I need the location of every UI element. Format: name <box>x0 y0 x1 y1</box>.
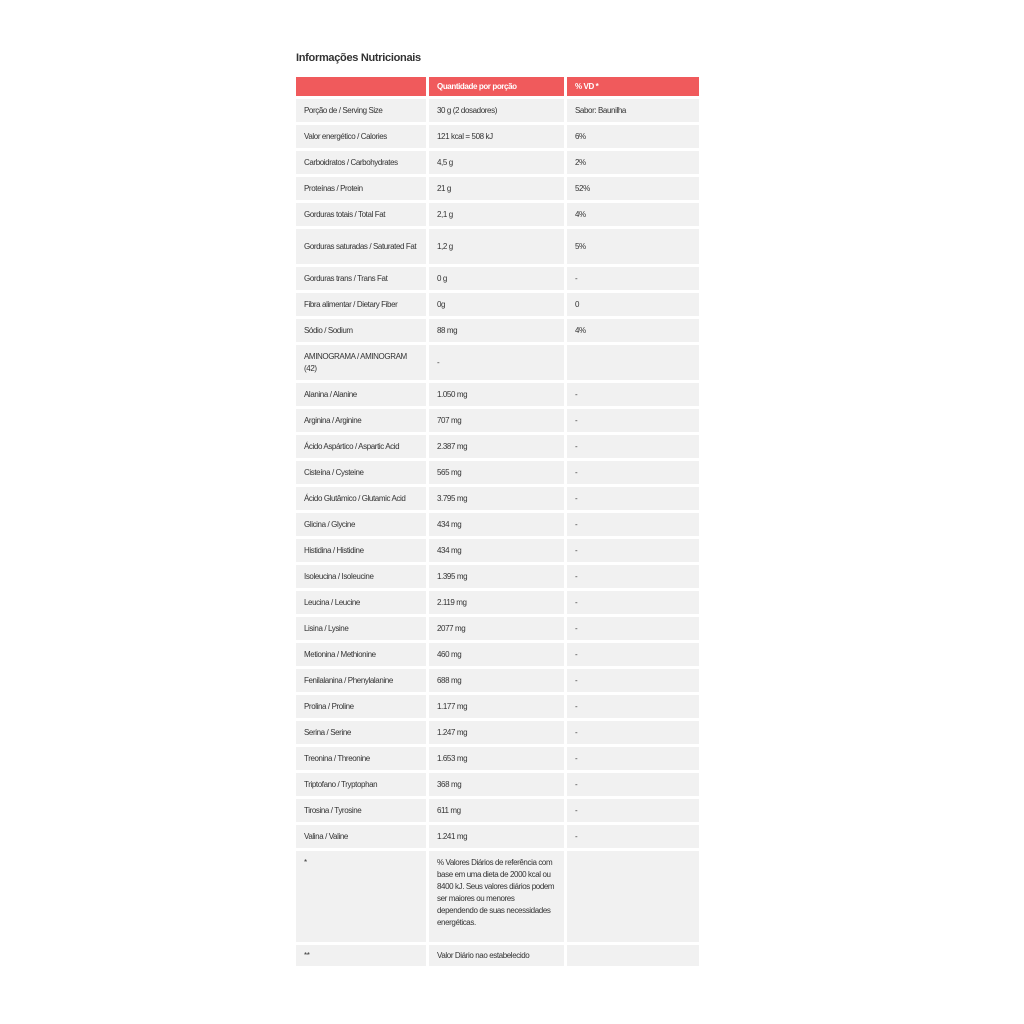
row-daily-value: - <box>567 591 699 614</box>
row-name: Glicina / Glycine <box>296 513 426 536</box>
row-amount: 1,2 g <box>429 229 564 264</box>
row-amount: 1.241 mg <box>429 825 564 848</box>
row-daily-value: - <box>567 383 699 406</box>
header-col-3: % VD * <box>567 77 699 96</box>
row-daily-value: Sabor: Baunilha <box>567 99 699 122</box>
row-name: Cisteína / Cysteine <box>296 461 426 484</box>
row-name: Metionina / Methionine <box>296 643 426 666</box>
row-amount: 368 mg <box>429 773 564 796</box>
row-name: Leucina / Leucine <box>296 591 426 614</box>
row-daily-value: - <box>567 565 699 588</box>
row-daily-value: 4% <box>567 203 699 226</box>
row-amount: 21 g <box>429 177 564 200</box>
row-daily-value: - <box>567 617 699 640</box>
row-name: Treonina / Threonine <box>296 747 426 770</box>
row-daily-value <box>567 345 699 380</box>
row-daily-value: - <box>567 267 699 290</box>
row-amount: 688 mg <box>429 669 564 692</box>
header-col-1 <box>296 77 426 96</box>
row-name: Porção de / Serving Size <box>296 99 426 122</box>
row-amount: Valor Diário nao estabelecido <box>429 945 564 966</box>
row-daily-value: 0 <box>567 293 699 316</box>
row-daily-value: - <box>567 513 699 536</box>
row-amount: 121 kcal = 508 kJ <box>429 125 564 148</box>
row-daily-value: - <box>567 409 699 432</box>
row-amount: 2.119 mg <box>429 591 564 614</box>
row-name: Valina / Valine <box>296 825 426 848</box>
row-daily-value: - <box>567 721 699 744</box>
row-daily-value: - <box>567 643 699 666</box>
row-amount: 434 mg <box>429 513 564 536</box>
row-amount: 2.387 mg <box>429 435 564 458</box>
row-name: Arginina / Arginine <box>296 409 426 432</box>
row-name: Triptofano / Tryptophan <box>296 773 426 796</box>
row-amount: 3.795 mg <box>429 487 564 510</box>
row-amount: 434 mg <box>429 539 564 562</box>
row-amount: 2,1 g <box>429 203 564 226</box>
row-daily-value: - <box>567 695 699 718</box>
row-name: Gorduras totais / Total Fat <box>296 203 426 226</box>
row-amount: 460 mg <box>429 643 564 666</box>
row-amount: 88 mg <box>429 319 564 342</box>
row-amount: 0g <box>429 293 564 316</box>
row-daily-value: - <box>567 825 699 848</box>
row-name: Carboidratos / Carbohydrates <box>296 151 426 174</box>
header-col-2: Quantidade por porção <box>429 77 564 96</box>
row-amount: 611 mg <box>429 799 564 822</box>
row-name: Fenilalanina / Phenylalanine <box>296 669 426 692</box>
row-daily-value: 4% <box>567 319 699 342</box>
row-amount: % Valores Diários de referência com base em uma dieta de 2000 kcal ou 8400 kJ. Seus valores diários podem ser maiores ou menores dependendo de suas necessidades energéticas. <box>429 851 564 942</box>
row-name: Ácido Glutâmico / Glutamic Acid <box>296 487 426 510</box>
row-name: Alanina / Alanine <box>296 383 426 406</box>
row-name: Sódio / Sodium <box>296 319 426 342</box>
row-name: Gorduras trans / Trans Fat <box>296 267 426 290</box>
row-name: * <box>296 851 426 942</box>
row-name: Serina / Serine <box>296 721 426 744</box>
row-amount: - <box>429 345 564 380</box>
row-daily-value: - <box>567 435 699 458</box>
row-daily-value: 6% <box>567 125 699 148</box>
row-daily-value: - <box>567 461 699 484</box>
row-amount: 1.653 mg <box>429 747 564 770</box>
row-amount: 1.247 mg <box>429 721 564 744</box>
row-amount: 565 mg <box>429 461 564 484</box>
row-daily-value: 52% <box>567 177 699 200</box>
row-amount: 707 mg <box>429 409 564 432</box>
row-daily-value: 5% <box>567 229 699 264</box>
row-daily-value: - <box>567 799 699 822</box>
row-name: Valor energético / Calories <box>296 125 426 148</box>
row-name: Prolina / Proline <box>296 695 426 718</box>
row-daily-value: - <box>567 773 699 796</box>
row-name: Tirosina / Tyrosine <box>296 799 426 822</box>
nutrition-table <box>296 77 699 966</box>
row-daily-value: - <box>567 669 699 692</box>
row-name: Histidina / Histidine <box>296 539 426 562</box>
row-daily-value: - <box>567 747 699 770</box>
row-amount: 0 g <box>429 267 564 290</box>
row-name: Lisina / Lysine <box>296 617 426 640</box>
row-amount: 30 g (2 dosadores) <box>429 99 564 122</box>
row-name: Proteínas / Protein <box>296 177 426 200</box>
row-amount: 1.050 mg <box>429 383 564 406</box>
row-amount: 2077 mg <box>429 617 564 640</box>
row-daily-value <box>567 851 699 942</box>
row-amount: 1.395 mg <box>429 565 564 588</box>
page-title: Informações Nutricionais <box>296 52 421 64</box>
row-daily-value: - <box>567 487 699 510</box>
row-name: Isoleucina / Isoleucine <box>296 565 426 588</box>
row-daily-value <box>567 945 699 966</box>
row-name: ** <box>296 945 426 966</box>
row-name: AMINOGRAMA / AMINOGRAM (42) <box>296 345 426 380</box>
row-daily-value: - <box>567 539 699 562</box>
row-daily-value: 2% <box>567 151 699 174</box>
row-name: Fibra alimentar / Dietary Fiber <box>296 293 426 316</box>
row-amount: 4,5 g <box>429 151 564 174</box>
row-amount: 1.177 mg <box>429 695 564 718</box>
row-name: Gorduras saturadas / Saturated Fat <box>296 229 426 264</box>
row-name: Ácido Aspártico / Aspartic Acid <box>296 435 426 458</box>
